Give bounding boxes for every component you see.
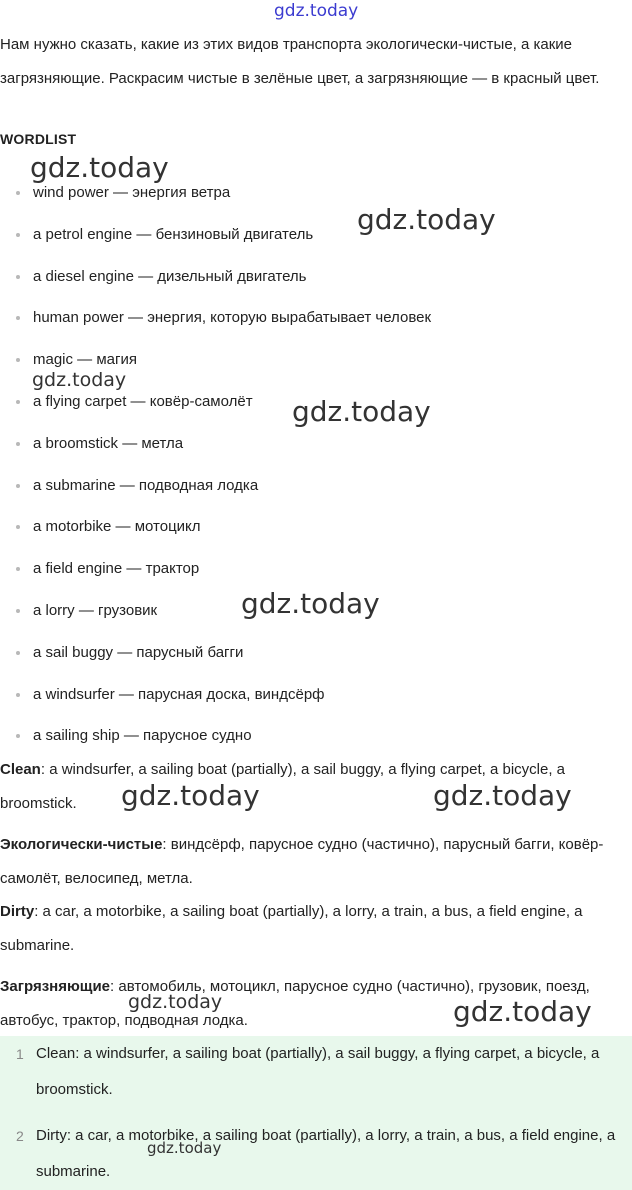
- watermark-top: gdz.today: [274, 1, 359, 21]
- watermark: gdz.today: [292, 395, 431, 428]
- bullet-icon: [16, 484, 20, 488]
- watermark: gdz.today: [453, 995, 592, 1028]
- watermark: gdz.today: [121, 779, 260, 812]
- answer-number: 1: [16, 1046, 24, 1062]
- bullet-icon: [16, 191, 20, 195]
- bullet-icon: [16, 233, 20, 237]
- watermark: gdz.today: [433, 779, 572, 812]
- answer-text: Clean: a windsurfer, a sailing boat (partially), a sail buggy, a flying carpet, a bicycle, a broomstick.: [36, 1045, 600, 1098]
- answer-number: 2: [16, 1128, 24, 1144]
- list-item: a windsurfer — парусная доска, виндсёрф: [0, 674, 431, 716]
- list-item: a field engine — трактор: [0, 548, 431, 590]
- bullet-icon: [16, 567, 20, 571]
- watermark: gdz.today: [128, 991, 223, 1013]
- list-item: a petrol engine — бензиновый двигатель: [0, 214, 431, 256]
- bullet-icon: [16, 316, 20, 320]
- watermark: gdz.today: [357, 203, 496, 236]
- bullet-icon: [16, 525, 20, 529]
- wordlist-heading: WORDLIST: [0, 131, 77, 147]
- list-item: a diesel engine — дизельный двигатель: [0, 256, 431, 298]
- bullet-icon: [16, 609, 20, 613]
- clean-ru-label: Экологически-чистые: [0, 836, 163, 853]
- bullet-icon: [16, 442, 20, 446]
- bullet-icon: [16, 400, 20, 404]
- dirty-ru-paragraph: Загрязняющие: автомобиль, мотоцикл, парусное судно (частично), грузовик, поезд, автобус, трактор, подводная лодка.: [0, 978, 590, 1029]
- answer-box: [0, 1036, 632, 1190]
- wordlist: [0, 172, 431, 757]
- clean-ru-paragraph: Экологически-чистые: виндсёрф, парусное судно (частично), парусный багги, ковёр-самолёт, велосипед, метла.: [0, 836, 604, 887]
- intro-text: Нам нужно сказать, какие из этих видов транспорта экологически-чистые, а какие загрязняющие. Раскрасим чистые в зелёные цвет, а загрязняющие — в красный цвет.: [0, 36, 600, 87]
- watermark: gdz.today: [147, 1139, 222, 1157]
- bullet-icon: [16, 651, 20, 655]
- watermark: gdz.today: [32, 369, 127, 391]
- dirty-paragraph: Dirty: a car, a motorbike, a sailing boat (partially), a lorry, a train, a bus, a field engine, a submarine.: [0, 903, 583, 954]
- dirty-ru-label: Загрязняющие: [0, 978, 111, 995]
- bullet-icon: [16, 693, 20, 697]
- list-item: a broomstick — метла: [0, 423, 431, 465]
- list-item: a sailing ship — парусное судно: [0, 715, 431, 757]
- clean-paragraph: Clean: a windsurfer, a sailing boat (partially), a sail buggy, a flying carpet, a bicycle, a broomstick.: [0, 761, 566, 812]
- bullet-icon: [16, 358, 20, 362]
- clean-label: Clean: [0, 761, 41, 778]
- list-item: human power — энергия, которую вырабатывает человек: [0, 297, 431, 339]
- watermark: gdz.today: [30, 151, 169, 184]
- list-item: a submarine — подводная лодка: [0, 465, 431, 507]
- watermark: gdz.today: [241, 587, 380, 620]
- list-item: a lorry — грузовик: [0, 590, 431, 632]
- bullet-icon: [16, 734, 20, 738]
- bullet-icon: [16, 275, 20, 279]
- list-item: magic — магия: [0, 339, 431, 381]
- dirty-label: Dirty: [0, 903, 35, 920]
- answer-text: Dirty: a car, a motorbike, a sailing boat (partially), a lorry, a train, a bus, a field engine, a submarine.: [36, 1127, 616, 1180]
- list-item: a motorbike — мотоцикл: [0, 506, 431, 548]
- list-item: a flying carpet — ковёр-самолёт: [0, 381, 431, 423]
- list-item: a sail buggy — парусный багги: [0, 632, 431, 674]
- list-item: wind power — энергия ветра: [0, 172, 431, 214]
